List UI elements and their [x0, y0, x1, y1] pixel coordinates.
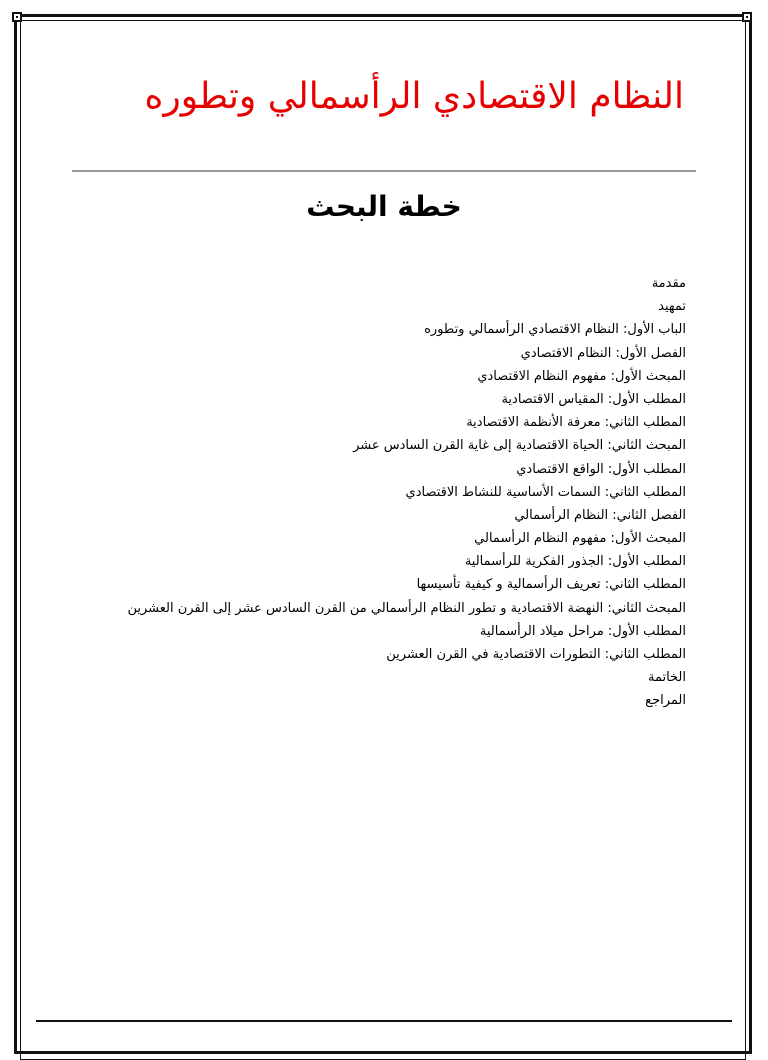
toc-item: الباب الأول: النظام الاقتصادي الرأسمالي وتطوره: [424, 322, 686, 338]
table-of-contents: [86, 272, 686, 713]
footer-rule: [36, 1020, 732, 1022]
title-divider: [72, 170, 696, 172]
toc-item: الخاتمة: [647, 670, 686, 686]
toc-item: مقدمة: [651, 276, 686, 291]
toc-item: المبحث الأول: مفهوم النظام الاقتصادي: [477, 368, 686, 384]
toc-item: الفصل الأول: النظام الاقتصادي: [520, 345, 686, 361]
toc-item: المطلب الأول: المقياس الاقتصادية: [501, 391, 686, 407]
toc-item: المطلب الأول: الواقع الاقتصادي: [516, 461, 686, 477]
toc-item: المطلب الثاني: تعريف الرأسمالية و كيفية تأسيسها: [416, 577, 686, 593]
toc-item: المطلب الثاني: السمات الأساسية للنشاط الاقتصادي: [405, 484, 686, 500]
toc-item: المطلب الثاني: معرفة الأنظمة الاقتصادية: [466, 415, 686, 431]
toc-item: الفصل الثاني: النظام الرأسمالي: [514, 507, 686, 523]
corner-ornament-right: [742, 12, 752, 22]
toc-item: المراجع: [645, 693, 686, 709]
toc-item: المبحث الثاني: الحياة الاقتصادية إلى غاية القرن السادس عشر: [353, 438, 686, 454]
toc-item: تمهيد: [658, 299, 686, 315]
toc-item: المطلب الأول: الجذور الفكرية للرأسمالية: [464, 554, 686, 570]
document-subtitle: خطة البحث: [306, 190, 462, 223]
toc-item: المبحث الأول: مفهوم النظام الرأسمالي: [474, 531, 686, 547]
toc-item: المطلب الثاني: التطورات الاقتصادية في القرن العشرين: [386, 647, 686, 662]
toc-item: المبحث الثاني: النهضة الاقتصادية و تطور النظام الرأسمالي من القرن السادس عشر إلى القرن العشرين: [127, 600, 686, 616]
toc-item: المطلب الأول: مراحل ميلاد الرأسمالية: [479, 623, 686, 639]
document-title: النظام الاقتصادي الرأسمالي وتطوره: [144, 76, 684, 117]
corner-ornament-left: [12, 12, 22, 22]
